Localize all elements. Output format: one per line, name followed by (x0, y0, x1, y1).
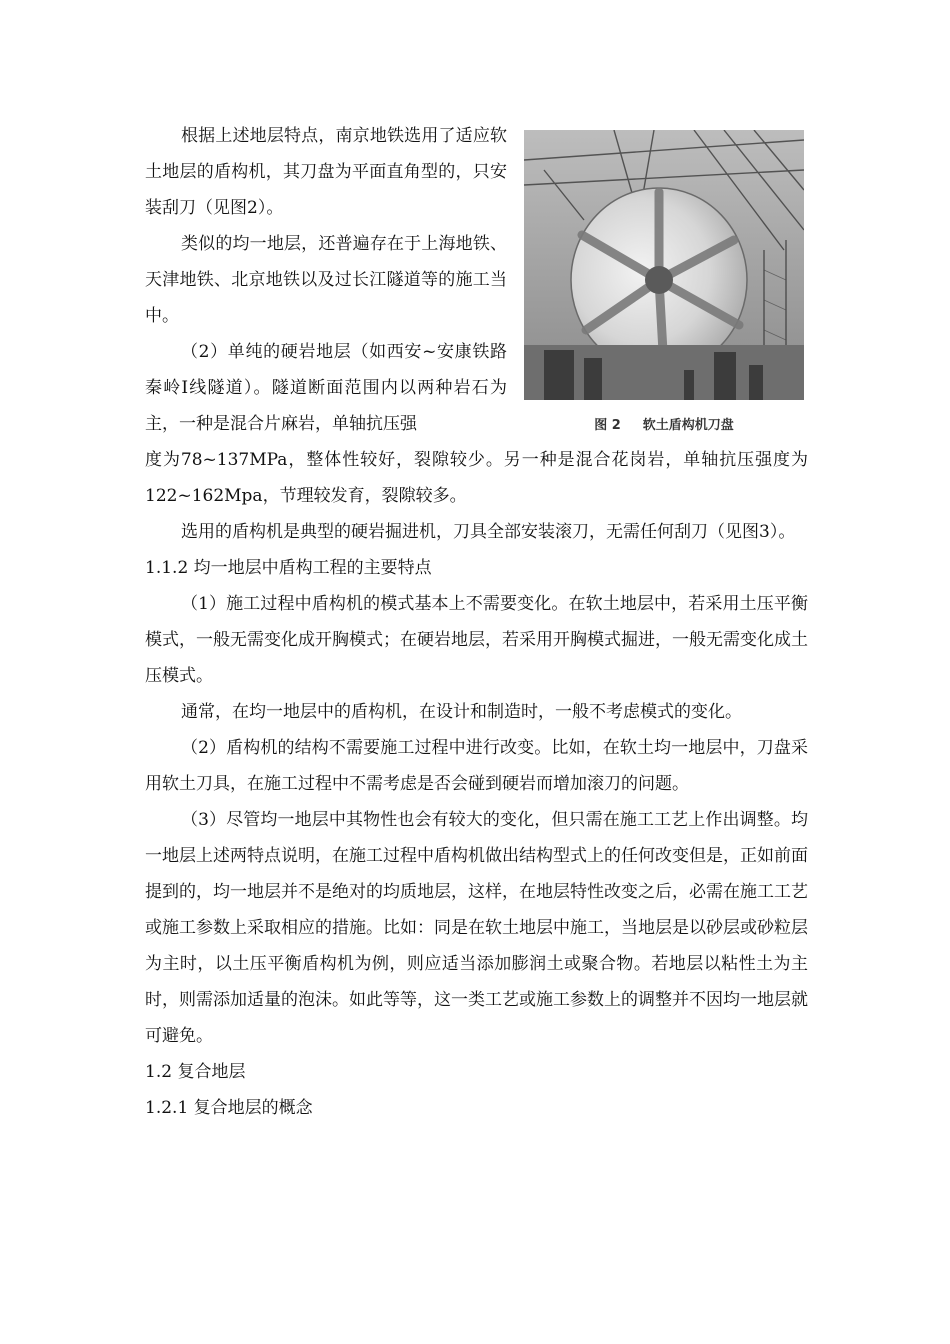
document-body (145, 118, 808, 1126)
figure-title: 软土盾构机刀盘 (642, 418, 734, 433)
paragraph: 选用的盾构机是典型的硬岩掘进机，刀具全部安装滚刀，无需任何刮刀（见图3）。 (181, 522, 796, 542)
section-heading: 1.2.1 复合地层的概念 (145, 1098, 313, 1118)
figure-number: 图 2 (594, 418, 621, 433)
paragraph: 类似的均一地层，还普遍存在于上海地铁、天津地铁、北京地铁以及过长江隧道等的施工当中。 (145, 234, 507, 326)
paragraph: （2）盾构机的结构不需要施工过程中进行改变。比如，在软土均一地层中，刀盘采用软土刀具，在施工过程中不需考虑是否会碰到硬岩而增加滚刀的问题。 (145, 738, 808, 794)
paragraph: （2）单纯的硬岩地层（如西安~安康铁路秦岭Ⅰ线隧道）。隧道断面范围内以两种岩石为主，一种是混合片麻岩，单轴抗压强 (145, 342, 507, 434)
paragraph: 通常，在均一地层中的盾构机，在设计和制造时，一般不考虑模式的变化。 (181, 702, 742, 722)
section-heading: 1.1.2 均一地层中盾构工程的主要特点 (145, 558, 432, 578)
paragraph: 根据上述地层特点，南京地铁选用了适应软土地层的盾构机，其刀盘为平面直角型的，只安装刮刀（见图2）。 (145, 126, 507, 218)
paragraph: 度为78~137MPa，整体性较好，裂隙较少。另一种是混合花岗岩，单轴抗压强度为122~162Mpa，节理较发育，裂隙较多。 (145, 450, 808, 506)
section-heading: 1.2 复合地层 (145, 1062, 246, 1082)
paragraph: （1）施工过程中盾构机的模式基本上不需要变化。在软土地层中，若采用土压平衡模式，一般无需变化成开胸模式；在硬岩地层，若采用开胸模式掘进，一般无需变化成土压模式。 (145, 594, 808, 686)
paragraph: （3）尽管均一地层中其物性也会有较大的变化，但只需在施工工艺上作出调整。均一地层上述两特点说明，在施工过程中盾构机做出结构型式上的任何改变但是，正如前面提到的，均一地层并不是绝对的均质地层，这样，在地层特性改变之后，必需在施工工艺或施工参数上采取相应的措施。比如：同是在软土地层中施工，当地层是以砂层或砂粒层为主时，以土压平衡盾构机为例，则应适当添加膨润土或聚合物。若地层以粘性土为主时，则需添加适量的泡沫。如此等等，这一类工艺或施工参数上的调整并不因均一地层就可避免。 (145, 810, 808, 1046)
